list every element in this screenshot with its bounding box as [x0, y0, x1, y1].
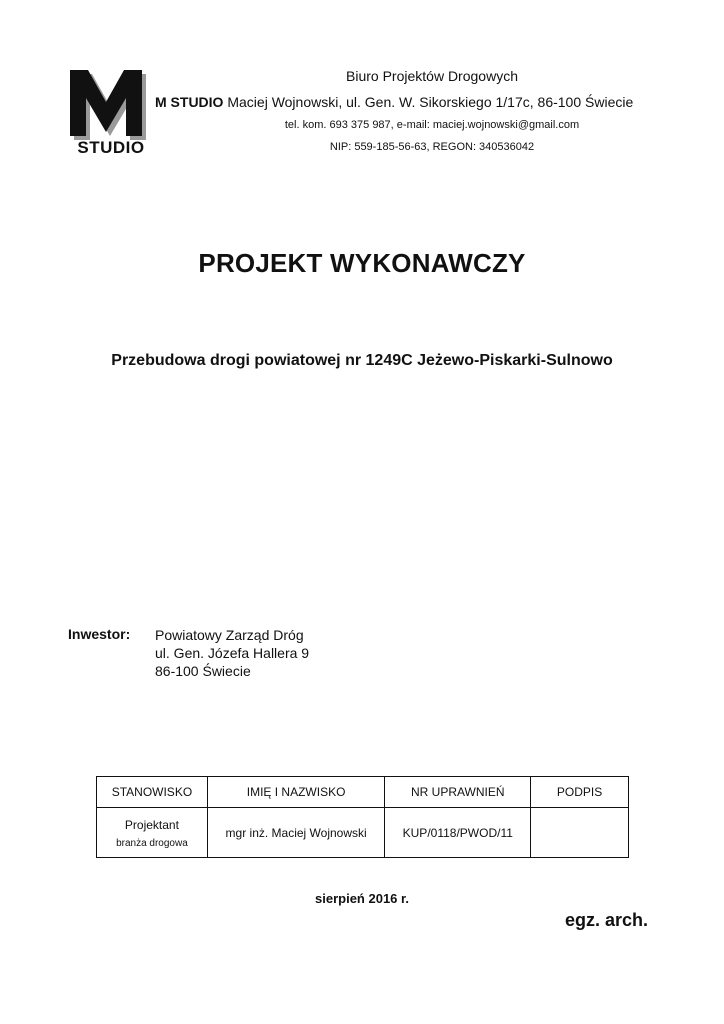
license-cell: KUP/0118/PWOD/11: [385, 808, 531, 858]
company-line: [155, 94, 715, 110]
investor-line: ul. Gen. Józefa Hallera 9: [155, 645, 310, 661]
signature-table: [96, 776, 629, 858]
document-subtitle: Przebudowa drogi powiatowej nr 1249C Jeżewo-Piskarki-Sulnowo: [111, 352, 613, 369]
investor-line: 86-100 Świecie: [155, 663, 251, 679]
logo-m-mark: [70, 70, 150, 140]
investor-line: Powiatowy Zarząd Dróg: [155, 627, 304, 643]
registry-line: NIP: 559-185-56-63, REGON: 340536042: [329, 141, 535, 153]
company-address: Maciej Wojnowski, ul. Gen. W. Sikorskiego 1/17c, 86-100 Świecie: [227, 94, 634, 110]
role-title: Projektant: [124, 818, 179, 832]
column-header: IMIĘ I NAZWISKO: [207, 777, 385, 808]
document-date: sierpień 2016 r.: [315, 891, 409, 906]
document-title: PROJEKT WYKONAWCZY: [198, 248, 526, 278]
office-name: Biuro Projektów Drogowych: [346, 68, 518, 84]
logo-studio-text: STUDIO: [77, 138, 145, 157]
contact-line: tel. kom. 693 375 987, e-mail: maciej.wojnowski@gmail.com: [284, 119, 580, 131]
copy-note: egz. arch.: [565, 910, 649, 930]
signature-cell: [531, 808, 629, 858]
column-header: NR UPRAWNIEŃ: [385, 777, 531, 808]
column-header: PODPIS: [531, 777, 629, 808]
name-cell: mgr inż. Maciej Wojnowski: [207, 808, 385, 858]
role-detail: branża drogowa: [116, 838, 188, 849]
table-row: [97, 808, 629, 858]
investor-address: [155, 626, 309, 680]
role-cell: [97, 808, 208, 858]
column-header: STANOWISKO: [97, 777, 208, 808]
company-name: M STUDIO: [155, 94, 224, 110]
table-header-row: [97, 777, 629, 808]
investor-label: Inwestor:: [68, 626, 131, 642]
